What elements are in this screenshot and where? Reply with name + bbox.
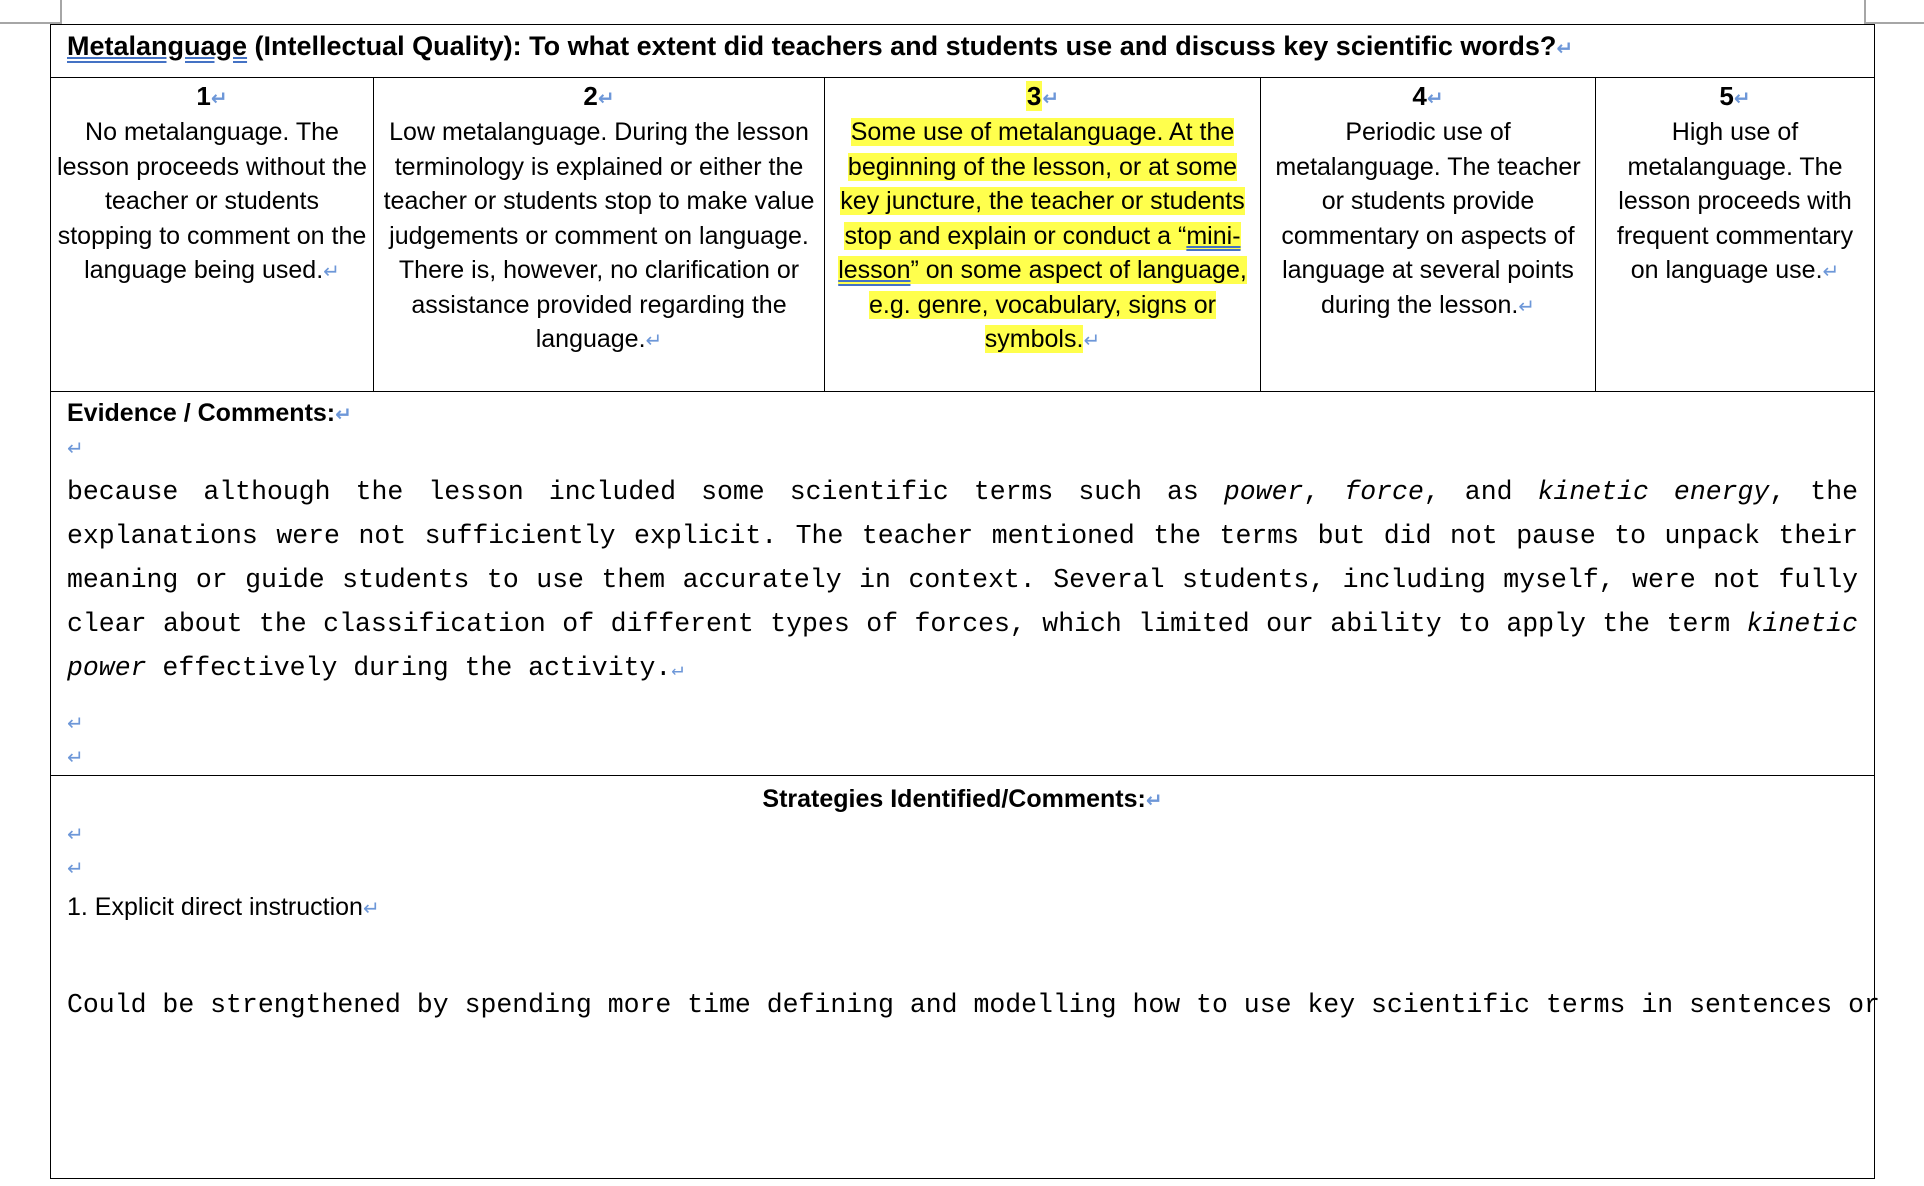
crop-mark-left	[0, 0, 62, 24]
score-number: 2↵	[583, 81, 615, 111]
paragraph-mark-icon: ↵	[1556, 38, 1574, 60]
rubric-title	[51, 25, 1874, 62]
score-number: 1↵	[196, 81, 228, 111]
paragraph-mark-icon: ↵	[335, 404, 352, 426]
strategies-cell[interactable]	[51, 776, 1880, 1179]
term-kinetic-power: kinetic power	[67, 609, 1858, 683]
score-cell-3-selected[interactable]	[825, 78, 1261, 392]
paragraph-mark-icon: ↵	[1042, 88, 1060, 110]
score-cell-5[interactable]	[1596, 78, 1875, 392]
paragraph-mark-icon: ↵	[1426, 88, 1444, 110]
score-number: 4↵	[1412, 81, 1444, 111]
paragraph-mark-icon: ↵	[67, 747, 84, 769]
paragraph-mark-icon: ↵	[597, 88, 615, 110]
mini-lesson-term: mini-lesson	[838, 221, 1241, 284]
paragraph-mark-icon: ↵	[67, 438, 84, 460]
strategy-item-1: 1. Explicit direct instruction↵	[67, 893, 380, 921]
score-number: 3↵	[1026, 81, 1060, 111]
paragraph-mark-icon: ↵	[1733, 88, 1751, 110]
paragraph-mark-icon: ↵	[67, 713, 84, 735]
paragraph-mark-icon: ↵	[671, 659, 684, 682]
rubric-table	[50, 24, 1880, 1179]
term-kinetic-energy: kinetic energy	[1537, 477, 1770, 507]
term-force: force	[1344, 477, 1424, 507]
paragraph-mark-icon: ↵	[323, 261, 340, 283]
evidence-heading: Evidence / Comments:↵	[67, 399, 352, 427]
paragraph-mark-icon: ↵	[210, 88, 228, 110]
term-power: power	[1223, 477, 1304, 507]
title-text: (Intellectual Quality): To what extent did teachers and students use and discuss key scientific words?	[247, 31, 1557, 61]
score-cell-2[interactable]	[374, 78, 825, 392]
score-cell-4[interactable]	[1261, 78, 1596, 392]
strategies-heading: Strategies Identified/Comments:↵	[762, 785, 1163, 813]
score-description: Low metalanguage. During the lesson terminology is explained or either the teacher or students stop to make value judgements or comment on language. There is, however, no clarification or assistance provided regarding the language.↵	[383, 118, 815, 353]
crop-mark-right	[1864, 0, 1924, 24]
score-description: No metalanguage. The lesson proceeds without the teacher or students stopping to comment on the language being used.↵	[57, 118, 367, 284]
score-cell-1[interactable]	[51, 78, 374, 392]
evidence-cell[interactable]	[51, 392, 1875, 776]
title-underlined-word: Metalanguage	[67, 31, 248, 61]
paragraph-mark-icon: ↵	[1822, 261, 1840, 283]
paragraph-mark-icon: ↵	[1145, 790, 1163, 812]
strategy-text: Could be strengthened by spending more time defining and modelling how to use key scientific terms in sentences or	[67, 990, 1880, 1020]
paragraph-mark-icon: ↵	[67, 858, 84, 880]
score-description: Periodic use of metalanguage. The teacher or students provide commentary on aspects of language at several points during the lesson.↵	[1275, 118, 1581, 319]
paragraph-mark-icon: ↵	[645, 330, 663, 352]
paragraph-mark-icon: ↵	[1518, 295, 1536, 318]
paragraph-mark-icon: ↵	[1083, 330, 1101, 352]
score-description: High use of metalanguage. The lesson proceeds with frequent commentary on language use.↵	[1616, 118, 1854, 284]
paragraph-mark-icon: ↵	[362, 898, 380, 920]
document-page	[50, 24, 1880, 1179]
score-number: 5↵	[1719, 81, 1751, 111]
evidence-text: because although the lesson included some scientific terms such as power, force, and kinetic energy, the explanations were not sufficiently explicit. The teacher mentioned the terms but did not pause to unpack their meaning or guide students to use them accurately in context. Several students, including myself, were not fully clear about the classification of different types of forces, which limited our ability to apply the term kinetic power effectively during the activity.↵	[67, 477, 1858, 683]
title-cell	[51, 25, 1875, 78]
paragraph-mark-icon: ↵	[67, 824, 84, 846]
score-description-highlighted: Some use of metalanguage. At the beginning of the lesson, or at some key juncture, the teacher or students stop and explain or conduct a “mini-lesson” on some aspect of language, e.g. genre, vocabulary, signs or symbols.↵	[838, 118, 1247, 353]
